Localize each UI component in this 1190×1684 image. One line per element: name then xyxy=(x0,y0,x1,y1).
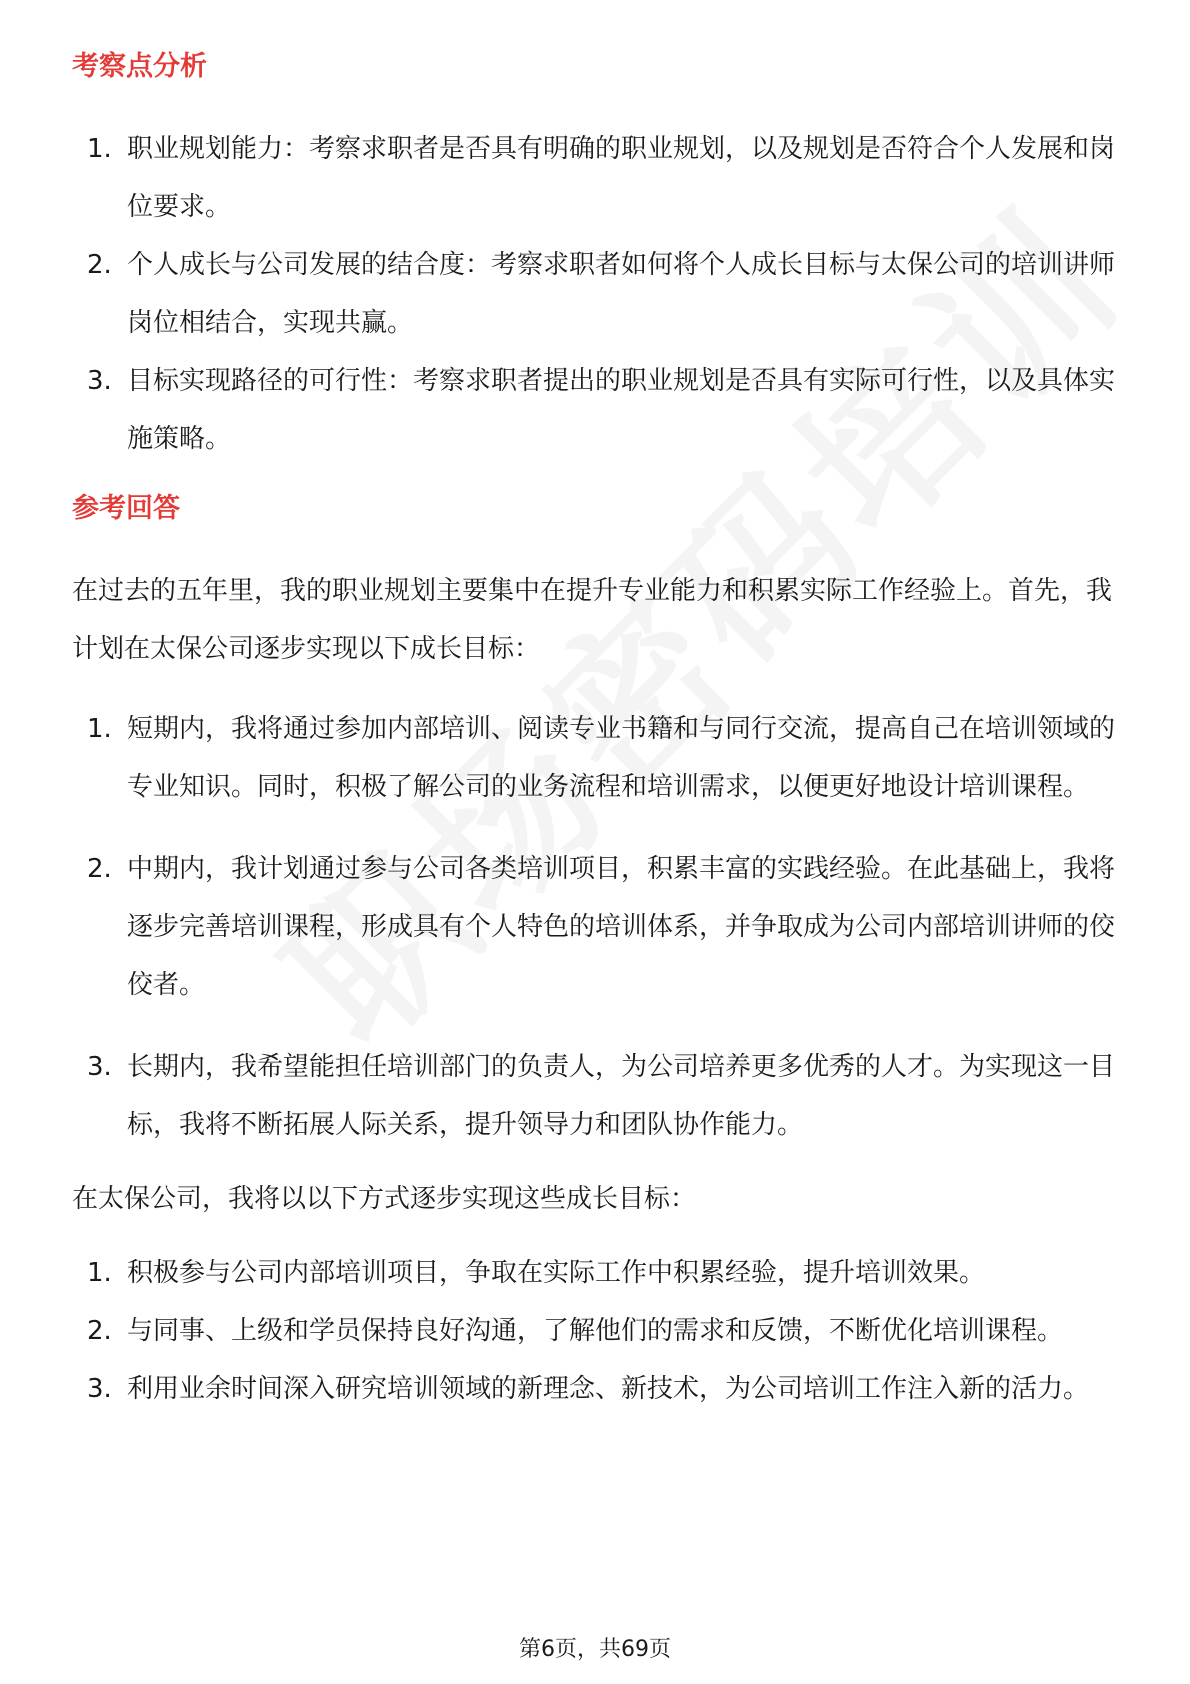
list-item-number: 3. xyxy=(87,1374,112,1404)
list-item-text: 短期内，我将通过参加内部培训、阅读专业书籍和与同行交流，提高自己在培训领域的专业知识。同时，积极了解公司的业务流程和培训需求，以便更好地设计培训课程。 xyxy=(127,714,1116,802)
answer-intro-paragraph: 在过去的五年里，我的职业规划主要集中在提升专业能力和积累实际工作经验上。首先，我计划在太保公司逐步实现以下成长目标： xyxy=(72,576,1113,664)
list-item-text: 长期内，我希望能担任培训部门的负责人，为公司培养更多优秀的人才。为实现这一目标，我将不断拓展人际关系，提升领导力和团队协作能力。 xyxy=(127,1052,1116,1140)
methods-list xyxy=(72,1244,1117,1418)
list-item-text: 职业规划能力：考察求职者是否具有明确的职业规划，以及规划是否符合个人发展和岗位要求。 xyxy=(127,134,1116,222)
list-item-number: 2. xyxy=(87,1316,112,1346)
page-content xyxy=(72,48,1117,1418)
list-item xyxy=(72,1038,1117,1154)
list-item xyxy=(72,1244,1117,1302)
list-item xyxy=(72,840,1117,1014)
list-item-number: 1. xyxy=(87,134,112,164)
analysis-heading: 考察点分析 xyxy=(72,51,207,82)
spacer xyxy=(72,1154,1117,1170)
spacer xyxy=(72,678,1117,700)
goals-list xyxy=(72,700,1117,1154)
list-item-text: 目标实现路径的可行性：考察求职者提出的职业规划是否具有实际可行性，以及具体实施策略。 xyxy=(127,366,1116,454)
list-item-number: 2. xyxy=(87,854,112,884)
list-item-number: 1. xyxy=(87,1258,112,1288)
list-item-number: 3. xyxy=(87,1052,112,1082)
list-item xyxy=(72,1360,1117,1418)
list-item-text: 个人成长与公司发展的结合度：考察求职者如何将个人成长目标与太保公司的培训讲师岗位相结合，实现共赢。 xyxy=(127,250,1116,338)
page-number-footer: 第6页，共69页 xyxy=(519,1637,671,1662)
list-item-number: 1. xyxy=(87,714,112,744)
list-item-text: 积极参与公司内部培训项目，争取在实际工作中积累经验，提升培训效果。 xyxy=(127,1258,986,1288)
list-item xyxy=(72,352,1117,468)
list-item xyxy=(72,700,1117,816)
analysis-list xyxy=(72,120,1117,468)
list-item xyxy=(72,120,1117,236)
list-item-number: 3. xyxy=(87,366,112,396)
list-item-text: 利用业余时间深入研究培训领域的新理念、新技术，为公司培训工作注入新的活力。 xyxy=(127,1374,1090,1404)
answer-heading: 参考回答 xyxy=(72,493,180,524)
spacer xyxy=(72,468,1117,490)
spacer xyxy=(72,1228,1117,1244)
list-item xyxy=(72,1302,1117,1360)
list-item-number: 2. xyxy=(87,250,112,280)
list-item-text: 中期内，我计划通过参与公司各类培训项目，积累丰富的实践经验。在此基础上，我将逐步完善培训课程，形成具有个人特色的培训体系，并争取成为公司内部培训讲师的佼佼者。 xyxy=(127,854,1116,1000)
list-item-text: 与同事、上级和学员保持良好沟通，了解他们的需求和反馈，不断优化培训课程。 xyxy=(127,1316,1064,1346)
list-item xyxy=(72,236,1117,352)
methods-intro-paragraph: 在太保公司，我将以以下方式逐步实现这些成长目标： xyxy=(72,1184,697,1214)
